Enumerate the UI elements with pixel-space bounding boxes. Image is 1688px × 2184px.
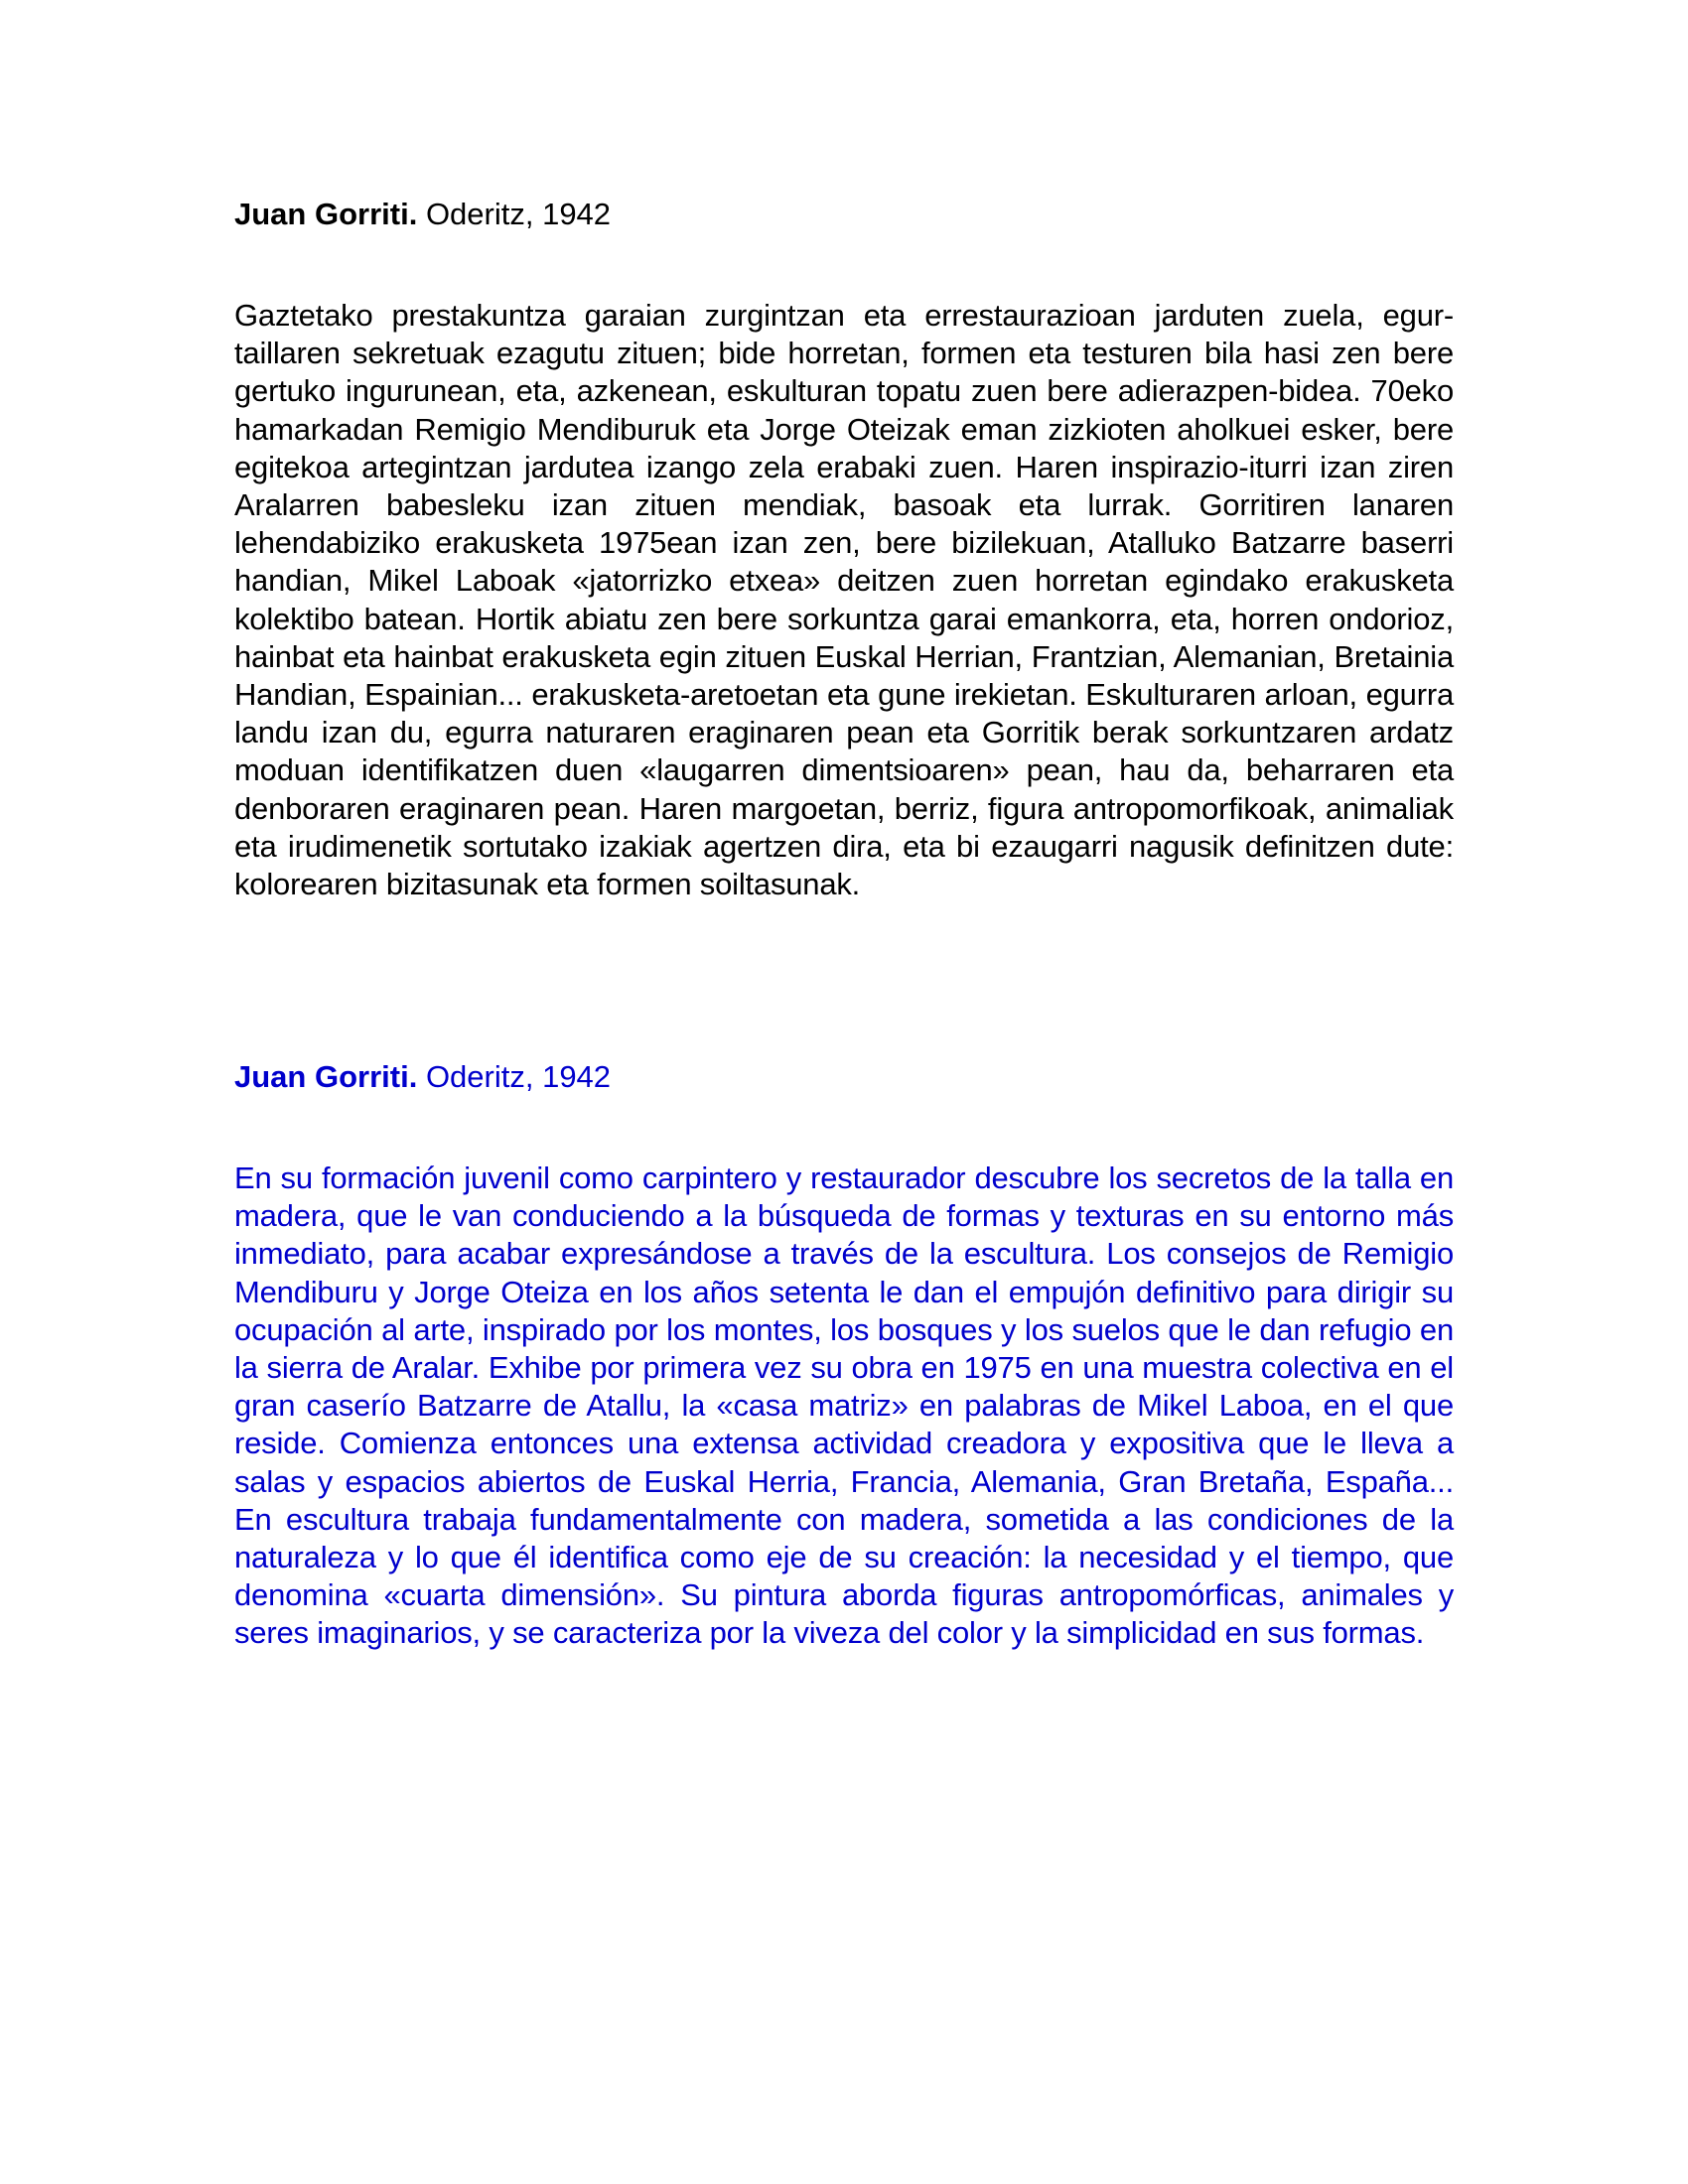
basque-biography-paragraph: Gaztetako prestakuntza garaian zurgintzan eta errestaurazioan jarduten zuela, egur-taillaren sekretuak ezagutu zituen; bide horretan, formen eta testuren bila hasi zen bere gertuko ingurunean, eta, azkenean, eskulturan topatu zuen bere adierazpen-bidea. 70eko hamarkadan Remigio Mendiburuk eta Jorge Oteizak eman zizkioten aholkuei esker, bere egitekoa artegintzan jardutea izango zela erabaki zuen. Haren inspirazio-iturri izan ziren Aralarren babesleku izan zituen mendiak, basoak eta lurrak. Gorritiren lanaren lehendabiziko erakusketa 1975ean izan zen, bere bizilekuan, Atalluko Batzarre baserri handian, Mikel Laboak «jatorrizko etxea» deitzen zuen horretan egindako erakusketa kolektibo batean. Hortik abiatu zen bere sorkuntza garai emankorra, eta, horren ondorioz, hainbat eta hainbat erakusketa egin zituen Euskal Herrian, Frantzian, Alemanian, Bretainia Handian, Espainian... erakusketa-aretoetan eta gune irekietan. Eskulturaren arloan, egurra landu izan du, egurra naturaren eraginaren pean eta Gorritik berak sorkuntzaren ardatz moduan identifikatzen duen «laugarren dimentsioaren» pean, hau da, beharraren eta denboraren eraginaren pean. Haren margoetan, berriz, figura antropomorfikoak, animaliak eta irudimenetik sortutako izakiak agertzen dira, eta bi ezaugarri nagusik definitzen dute: kolorearen bizitasunak eta formen soiltasunak.: [234, 298, 1454, 902]
spanish-heading: [234, 1058, 611, 1096]
artist-origin: Oderitz, 1942: [425, 1059, 612, 1094]
artist-origin: Oderitz, 1942: [425, 197, 612, 231]
artist-name: Juan Gorriti.: [234, 197, 418, 231]
artist-name: Juan Gorriti.: [234, 1059, 418, 1094]
basque-heading: [234, 196, 611, 233]
spanish-biography-paragraph: En su formación juvenil como carpintero y restaurador descubre los secretos de la talla en madera, que le van conduciendo a la búsqueda de formas y texturas en su entorno más inmediato, para acabar expresándose a través de la escultura. Los consejos de Remigio Mendiburu y Jorge Oteiza en los años setenta le dan el empujón definitivo para dirigir su ocupación al arte, inspirado por los montes, los bosques y los suelos que le dan refugio en la sierra de Aralar. Exhibe por primera vez su obra en 1975 en una muestra colectiva en el gran caserío Batzarre de Atallu, la «casa matriz» en palabras de Mikel Laboa, en el que reside. Comienza entonces una extensa actividad creadora y expositiva que le lleva a salas y espacios abiertos de Euskal Herria, Francia, Alemania, Gran Bretaña, España... En escultura trabaja fundamentalmente con madera, sometida a las condiciones de la naturaleza y lo que él identifica como eje de su creación: la necesidad y el tiempo, que denomina «cuarta dimensión». Su pintura aborda figuras antropomórficas, animales y seres imaginarios, y se caracteriza por la viveza del color y la simplicidad en sus formas.: [234, 1160, 1454, 1651]
